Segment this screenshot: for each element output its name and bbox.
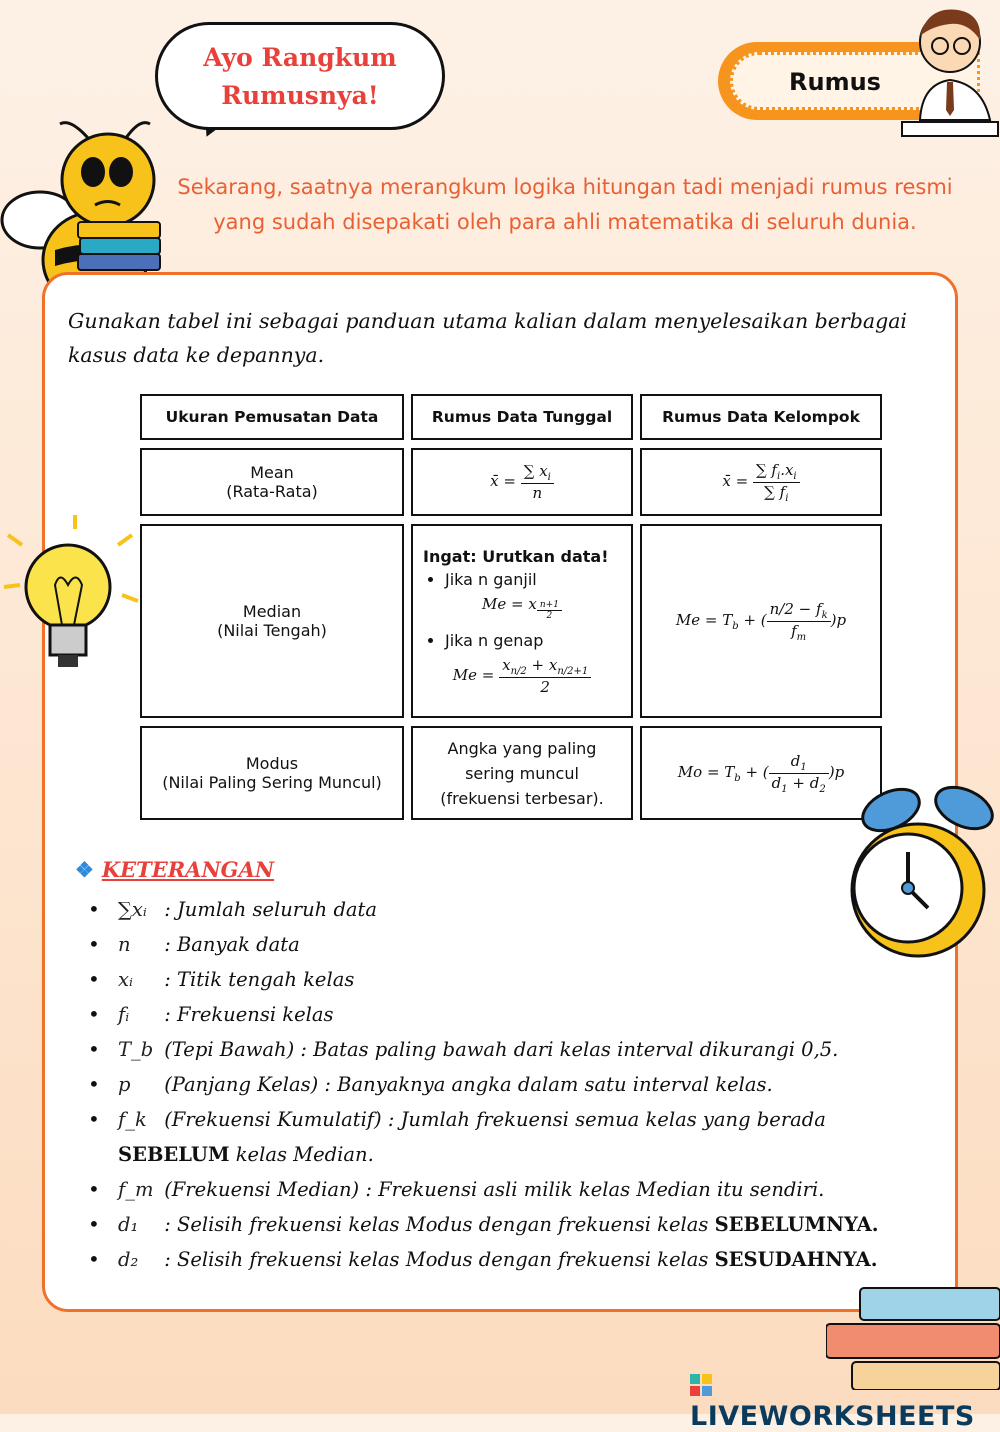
list-item bbox=[88, 1172, 908, 1207]
bee-head bbox=[62, 134, 154, 226]
intro-line-1: Sekarang, saatnya merangkum logika hitungan tadi menjadi rumus resmi bbox=[177, 175, 953, 199]
list-item bbox=[88, 1032, 908, 1067]
col-header-measure: Ukuran Pemusatan Data bbox=[140, 394, 404, 440]
cell-modus-single bbox=[411, 726, 633, 820]
bee-antenna bbox=[60, 123, 88, 138]
list-item bbox=[88, 962, 908, 997]
median-even-label: • Jika n genap bbox=[445, 631, 621, 650]
symbol: d₂ bbox=[118, 1248, 139, 1271]
speech-line-1: Ayo Rangkum bbox=[203, 43, 397, 72]
item-bold: SESUDAHNYA. bbox=[714, 1248, 878, 1271]
mean-single-formula: x̄ = $\frac{\sum x_i}{n}$ bbox=[490, 472, 554, 490]
lightbulb-icon bbox=[0, 515, 140, 685]
table-row-mean bbox=[140, 448, 882, 516]
median-note: Ingat: Urutkan data! bbox=[423, 546, 609, 566]
list-item bbox=[88, 892, 908, 927]
cell-median-single bbox=[411, 524, 633, 718]
item-text: (Frekuensi Kumulatif) : Jumlah frekuensi semua kelas yang berada bbox=[164, 1108, 826, 1131]
item-tail: kelas Median. bbox=[235, 1143, 374, 1166]
light-ray bbox=[8, 535, 22, 545]
symbol: ∑xᵢ bbox=[118, 898, 147, 921]
symbol: f_k bbox=[118, 1108, 147, 1131]
item-text: (Panjang Kelas) : Banyaknya angka dalam satu interval kelas. bbox=[164, 1073, 773, 1096]
light-ray bbox=[118, 535, 132, 545]
bee-eye bbox=[81, 157, 105, 187]
median-name: Median bbox=[242, 602, 302, 621]
mean-sub: (Rata-Rata) bbox=[226, 482, 318, 501]
item-text: : Selisih frekuensi kelas Modus dengan frekuensi kelas bbox=[164, 1213, 709, 1236]
cell-mean-name bbox=[140, 448, 404, 516]
modus-single-text: Angka yang paling sering muncul (frekuensi terbesar). bbox=[440, 738, 604, 808]
median-even-formula: Me = $\frac{x_{n/2} + x_{n/2+1}}{2}$ bbox=[423, 656, 621, 696]
list-item bbox=[88, 997, 908, 1032]
list-item bbox=[88, 927, 908, 962]
rumus-badge-label: Rumus bbox=[789, 68, 881, 96]
cell-mean-grouped-formula bbox=[640, 448, 882, 516]
table-row-median bbox=[140, 524, 882, 718]
item-text: : Banyak data bbox=[164, 933, 300, 956]
intro-text bbox=[150, 170, 980, 240]
book bbox=[860, 1288, 1000, 1320]
symbol: fᵢ bbox=[118, 1003, 130, 1026]
cell-mean-single-formula bbox=[411, 448, 633, 516]
book bbox=[826, 1324, 1000, 1358]
keterangan-title-text: KETERANGAN bbox=[101, 857, 275, 882]
student-boy-illustration bbox=[898, 0, 1000, 140]
book bbox=[78, 222, 160, 238]
item-text: : Titik tengah kelas bbox=[164, 968, 355, 991]
symbol: d₁ bbox=[118, 1213, 139, 1236]
item-text: : Frekuensi kelas bbox=[164, 1003, 334, 1026]
symbol: T_b bbox=[118, 1038, 154, 1061]
list-item bbox=[88, 1102, 908, 1172]
cell-modus-name bbox=[140, 726, 404, 820]
bee-eye bbox=[109, 157, 133, 187]
formula-table bbox=[133, 386, 889, 828]
list-item bbox=[88, 1207, 908, 1242]
liveworksheets-logo-icon bbox=[690, 1372, 712, 1394]
item-text: (Tepi Bawah) : Batas paling bawah dari kelas interval dikurangi 0,5. bbox=[164, 1038, 839, 1061]
symbol: n bbox=[118, 933, 131, 956]
mean-grouped-formula: x̄ = $\frac{\sum f_i.x_i}{\sum f_i}$ bbox=[722, 472, 799, 490]
modus-sub: (Nilai Paling Sering Muncul) bbox=[162, 773, 382, 792]
cell-median-name bbox=[140, 524, 404, 718]
bulb-tip bbox=[58, 655, 78, 667]
list-item bbox=[88, 1067, 908, 1102]
item-text: : Jumlah seluruh data bbox=[164, 898, 378, 921]
symbol: xᵢ bbox=[118, 968, 133, 991]
median-odd-formula: Me = x $_{\frac{n+1}{2}}$ bbox=[423, 595, 621, 621]
intro-line-2: yang sudah disepakati oleh para ahli matematika di seluruh dunia. bbox=[213, 210, 917, 234]
boy-shirt bbox=[920, 80, 990, 120]
symbol: f_m bbox=[118, 1178, 154, 1201]
median-cases bbox=[423, 570, 621, 589]
median-grouped-formula: $Me = T_b$ + ( $\frac{n/2 - f_k}{f_m}$ )p bbox=[675, 599, 847, 643]
speech-bubble bbox=[155, 22, 445, 130]
book bbox=[80, 238, 160, 254]
median-odd-label: • Jika n ganjil bbox=[445, 570, 621, 589]
bee-antenna bbox=[126, 123, 150, 138]
col-header-single: Rumus Data Tunggal bbox=[411, 394, 633, 440]
diamond-icon: ❖ bbox=[75, 857, 94, 882]
boy-tie bbox=[946, 82, 954, 116]
median-sub: (Nilai Tengah) bbox=[217, 621, 327, 640]
liveworksheets-logo[interactable] bbox=[690, 1370, 1000, 1432]
liveworksheets-brand: LIVEWORKSHEETS bbox=[690, 1401, 975, 1432]
keterangan-list bbox=[88, 892, 908, 1277]
modus-grouped-formula: $Mo = T_b$ + ( $\frac{d_1}{d_1 + d_2}$ )p bbox=[677, 751, 845, 795]
light-ray bbox=[4, 585, 20, 587]
bulb-base bbox=[50, 625, 86, 655]
item-text: : Selisih frekuensi kelas Modus dengan frekuensi kelas bbox=[164, 1248, 709, 1271]
symbol: p bbox=[118, 1073, 131, 1096]
table-header-row bbox=[140, 394, 882, 440]
paper bbox=[902, 122, 998, 136]
keterangan-title bbox=[75, 857, 274, 882]
speech-line-2: Rumusnya! bbox=[221, 81, 379, 110]
table-row-modus bbox=[140, 726, 882, 820]
book bbox=[78, 254, 160, 270]
item-bold: SEBELUMNYA. bbox=[714, 1213, 879, 1236]
list-item bbox=[88, 1242, 908, 1277]
lead-text: Gunakan tabel ini sebagai panduan utama kalian dalam menyelesaikan berbagai kasus data ke depannya. bbox=[68, 309, 907, 367]
cell-median-grouped-formula bbox=[640, 524, 882, 718]
mean-name: Mean bbox=[250, 463, 294, 482]
median-cases bbox=[423, 631, 621, 650]
modus-name: Modus bbox=[245, 754, 299, 773]
col-header-grouped: Rumus Data Kelompok bbox=[640, 394, 882, 440]
item-bold: SEBELUM bbox=[118, 1143, 230, 1166]
item-text: (Frekuensi Median) : Frekuensi asli milik kelas Median itu sendiri. bbox=[164, 1178, 825, 1201]
